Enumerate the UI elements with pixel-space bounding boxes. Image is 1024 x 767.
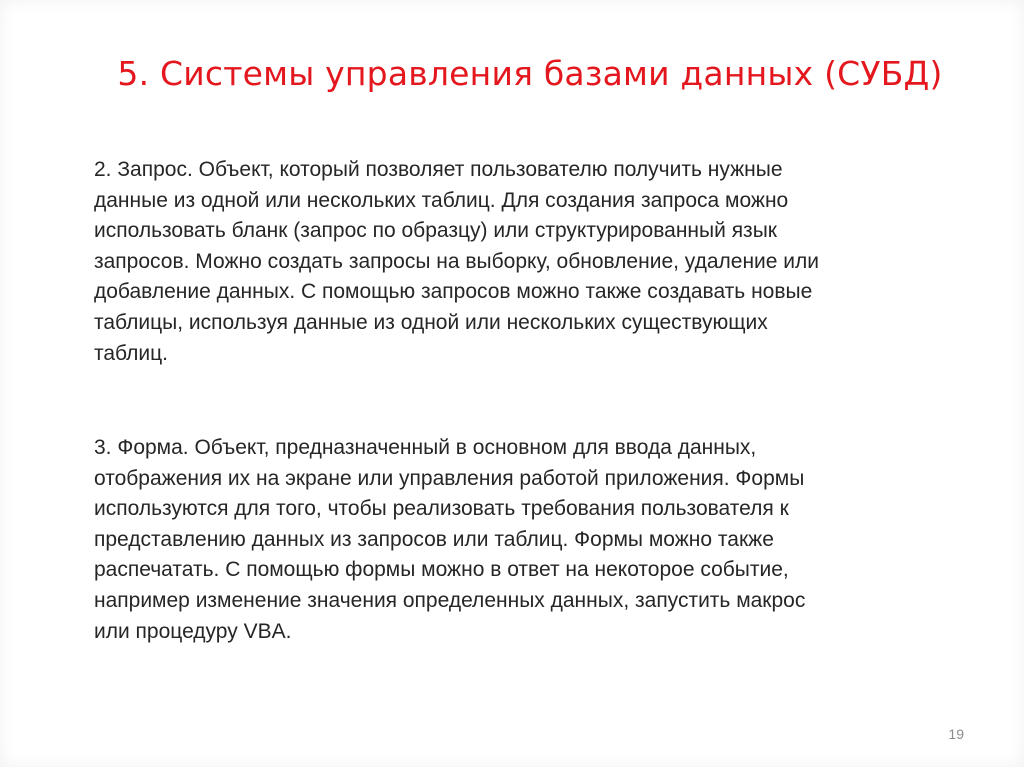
text-line: например изменение значения определенных данных, запустить макрос [94, 588, 806, 612]
text-line: 3. Форма. Объект, предназначенный в основном для ввода данных, [94, 436, 757, 459]
text-line: использовать бланк (запрос по образцу) или структурированный язык [94, 219, 777, 243]
paragraph-query [94, 155, 994, 369]
text-line: запросов. Можно создать запросы на выборку, обновление, удаление или [94, 249, 820, 273]
text-line: или процедуру VBA. [94, 619, 292, 643]
text-line: 2. Запрос. Объект, который позволяет пользователю получить нужные [94, 158, 783, 181]
text-line: данные из одной или нескольких таблиц. Для создания запроса можно [94, 188, 789, 212]
text-line: отображения их на экране или управления работой приложения. Формы [94, 466, 805, 490]
text-line: представлению данных из запросов или таблиц. Формы можно также [94, 527, 774, 551]
slide-title: 5. Системы управления базами данных (СУБД) [117, 54, 943, 93]
text-line: таблицы, используя данные из одной или нескольких существующих [94, 310, 768, 334]
text-line: используются для того, чтобы реализовать требования пользователя к [94, 497, 789, 521]
text-line: таблиц. [94, 341, 168, 365]
text-line: распечатать. С помощью формы можно в ответ на некоторое событие, [94, 558, 789, 582]
paragraph-form [94, 433, 994, 647]
text-line: добавление данных. С помощью запросов можно также создавать новые [94, 280, 813, 304]
page-number: 19 [948, 726, 964, 742]
